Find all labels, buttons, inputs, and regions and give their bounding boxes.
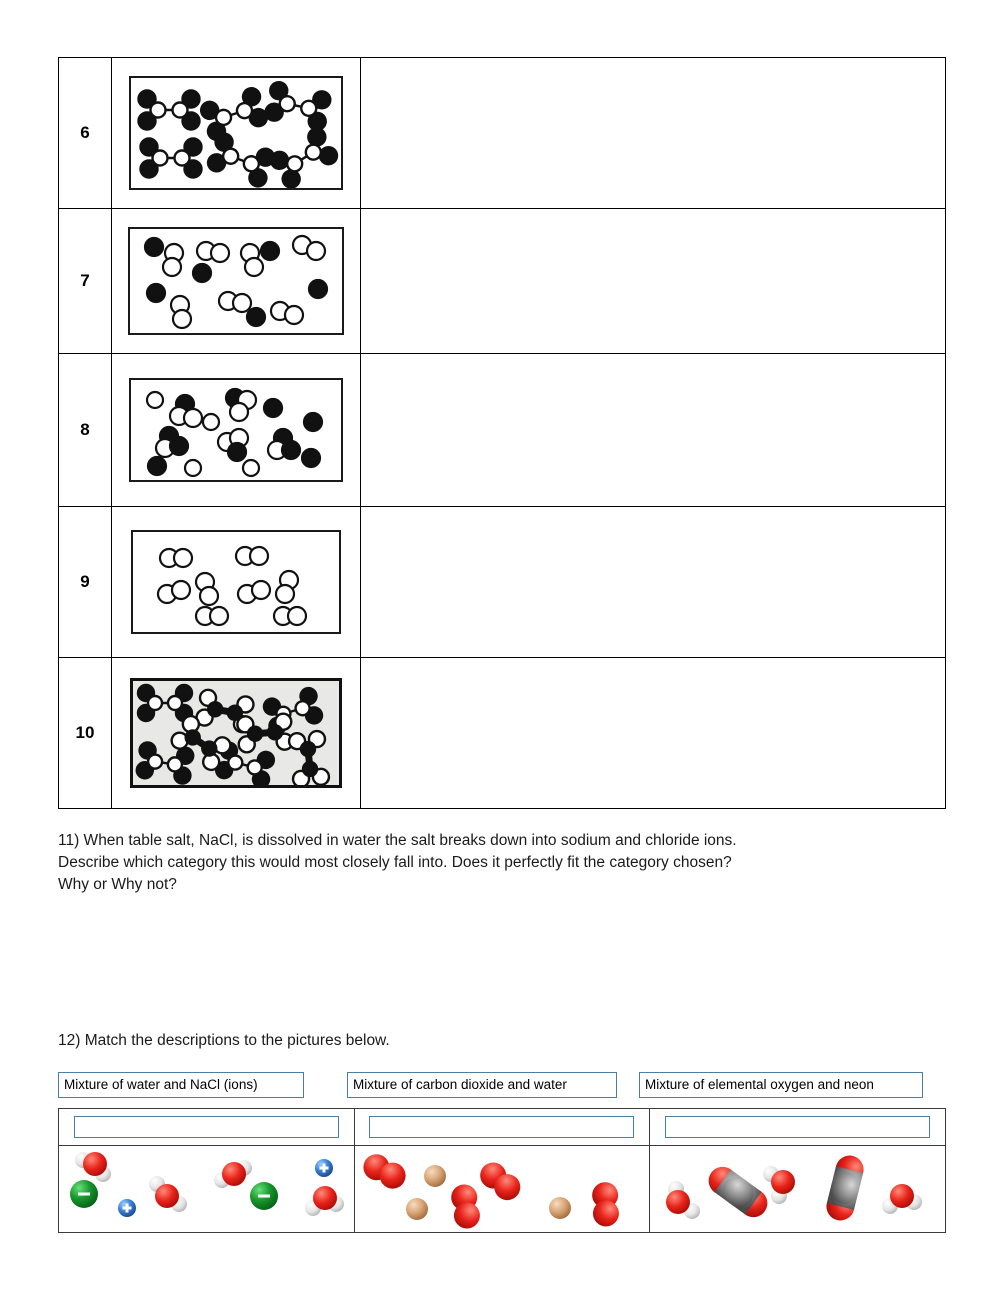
description-label-water-nacl: Mixture of water and NaCl (ions)	[58, 1072, 304, 1098]
table-row	[59, 58, 946, 209]
co2-molecule-2	[824, 1153, 867, 1224]
answer-slot-2	[355, 1109, 650, 1145]
question-11-line-1: 11) When table salt, NaCl, is dissolved in water the salt breaks down into sodium and chloride ions.	[58, 832, 737, 849]
row-number-label: 9	[80, 571, 90, 591]
answer-area[interactable]	[361, 209, 945, 353]
row-picture-cell	[112, 209, 361, 354]
answer-input-3[interactable]	[665, 1116, 930, 1138]
row-picture-cell	[112, 658, 361, 809]
row-answer-cell[interactable]	[361, 658, 946, 809]
answer-area[interactable]	[361, 507, 945, 657]
answer-area[interactable]	[361, 354, 945, 506]
picture-water-nacl	[59, 1146, 354, 1232]
question-12-picture-table	[58, 1108, 946, 1233]
molecule-box-10	[130, 678, 342, 788]
question-12-description-row	[58, 1072, 942, 1098]
neon-atom-1	[424, 1165, 446, 1187]
answer-input-1[interactable]	[74, 1116, 339, 1138]
molecule-picture-wrap	[112, 209, 360, 353]
picture-oxygen-neon	[355, 1146, 650, 1232]
row-number-label: 6	[80, 122, 90, 142]
molecule-picture-wrap	[112, 354, 360, 506]
answer-input-row	[59, 1109, 946, 1146]
question-12-prompt: 12) Match the descriptions to the pictures below.	[58, 1032, 390, 1049]
sodium-ion-2	[315, 1159, 333, 1177]
table-row	[59, 658, 946, 809]
answer-cell-3	[650, 1109, 946, 1146]
molecule-picture-wrap	[112, 58, 360, 208]
molecule-box-9	[131, 530, 341, 634]
picture-co2-water	[650, 1146, 945, 1232]
row-answer-cell[interactable]	[361, 354, 946, 507]
co2-molecule-1	[703, 1161, 773, 1222]
row-answer-cell[interactable]	[361, 209, 946, 354]
molecule-picture-wrap	[112, 658, 360, 808]
picture-cell-2	[354, 1146, 650, 1233]
neon-atom-3	[549, 1197, 571, 1219]
neon-atom-2	[406, 1198, 428, 1220]
row-answer-cell[interactable]	[361, 58, 946, 209]
row-number-label: 8	[80, 419, 90, 439]
row-picture-cell	[112, 354, 361, 507]
row-picture-cell	[112, 58, 361, 209]
question-11	[58, 830, 938, 896]
molecule-box-6	[129, 76, 343, 190]
table-row	[59, 507, 946, 658]
matter-classification-table	[58, 57, 946, 809]
picture-row	[59, 1146, 946, 1233]
row-picture-cell	[112, 507, 361, 658]
description-label-oxygen-neon: Mixture of elemental oxygen and neon	[639, 1072, 923, 1098]
chloride-ion-2	[250, 1182, 278, 1210]
row-answer-cell[interactable]	[361, 507, 946, 658]
row-number-cell	[59, 354, 112, 507]
picture-cell-3	[650, 1146, 946, 1233]
question-11-line-3: Why or Why not?	[58, 876, 177, 893]
answer-area[interactable]	[361, 658, 945, 808]
molecule-box-8	[129, 378, 343, 482]
row-number-cell	[59, 507, 112, 658]
answer-slot-3	[650, 1109, 945, 1145]
row-number-cell	[59, 209, 112, 354]
row-number-label: 10	[75, 722, 95, 742]
row-number-label: 7	[80, 270, 90, 290]
answer-cell-2	[354, 1109, 650, 1146]
table-row	[59, 209, 946, 354]
answer-cell-1	[59, 1109, 355, 1146]
description-label-co2-water: Mixture of carbon dioxide and water	[347, 1072, 617, 1098]
molecule-box-7	[128, 227, 344, 335]
row-number-cell	[59, 58, 112, 209]
table-row	[59, 354, 946, 507]
chloride-ion-1	[70, 1180, 98, 1208]
question-11-line-2: Describe which category this would most closely fall into. Does it perfectly fit the category chosen?	[58, 854, 732, 871]
answer-input-2[interactable]	[369, 1116, 634, 1138]
picture-cell-1	[59, 1146, 355, 1233]
answer-area[interactable]	[361, 58, 945, 208]
molecule-picture-wrap	[112, 507, 360, 657]
row-number-cell	[59, 658, 112, 809]
sodium-ion-1	[118, 1199, 136, 1217]
answer-slot-1	[59, 1109, 354, 1145]
